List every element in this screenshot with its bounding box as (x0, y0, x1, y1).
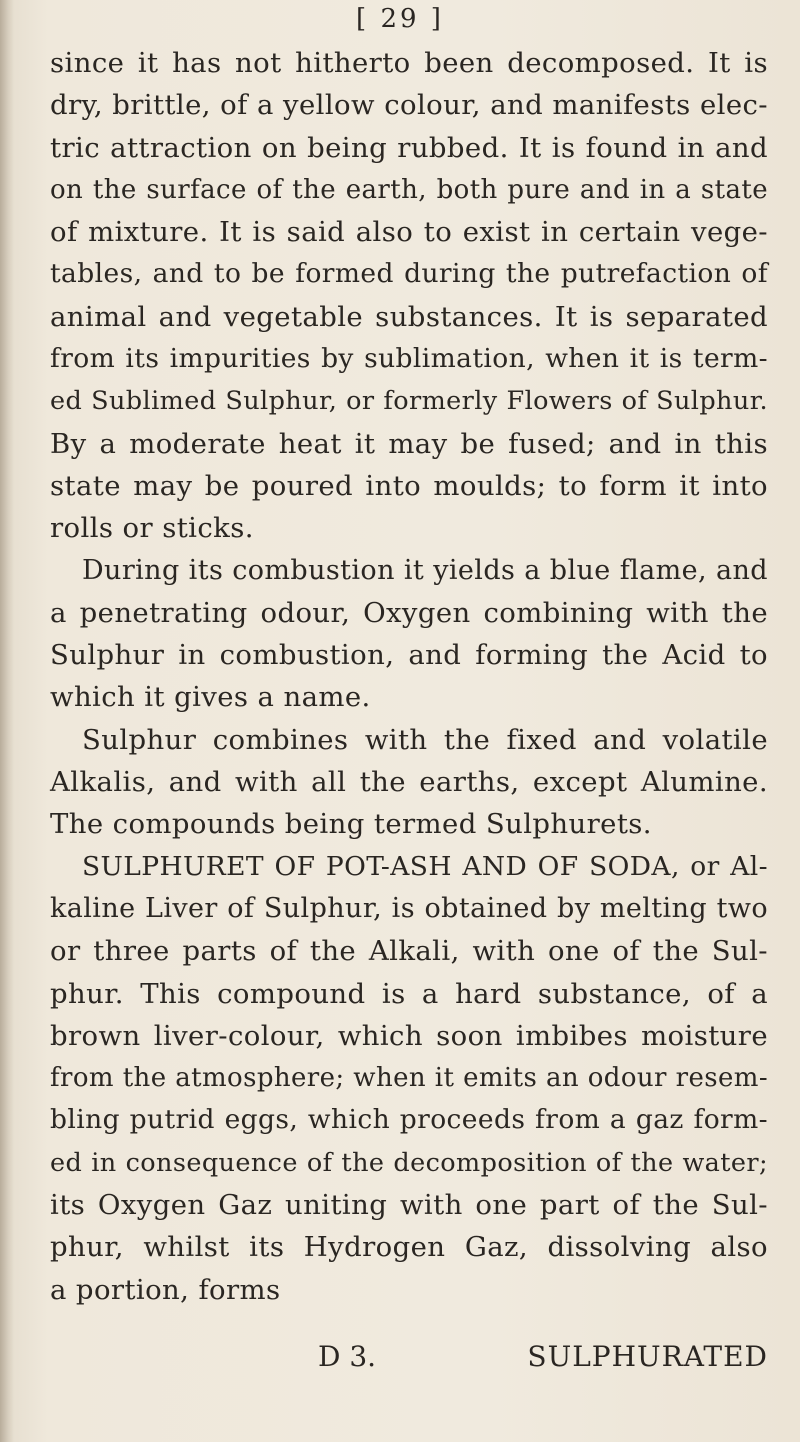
text-line: from its impurities by sublimation, when it is term- (50, 343, 768, 375)
page-gutter-shadow (0, 0, 14, 1442)
text-line: ed in consequence of the decomposition of the water; (50, 1147, 768, 1178)
text-line: kaline Liver of Sulphur, is obtained by melting two (50, 892, 768, 924)
text-line: dry, brittle, of a yellow colour, and manifests elec- (50, 89, 768, 122)
text-line: a portion, forms (50, 1273, 281, 1306)
signature-mark: D 3. (318, 1340, 377, 1373)
body-text (50, 42, 768, 1311)
text-line: tric attraction on being rubbed. It is found in and (50, 131, 768, 164)
text-line: phur. This compound is a hard substance, of a (50, 977, 768, 1010)
text-line: phur, whilst its Hydrogen Gaz, dissolving also (50, 1231, 768, 1264)
text-line: SULPHURET OF POT-ASH AND OF SODA, or Al- (82, 850, 768, 882)
text-line: By a moderate heat it may be fused; and in this (50, 427, 768, 460)
text-line: rolls or sticks. (50, 512, 254, 545)
text-line: of mixture. It is said also to exist in certain vege- (50, 216, 768, 249)
text-line: Alkalis, and with all the earths, except Alumine. (50, 766, 768, 799)
page-footer (0, 1340, 800, 1390)
text-line: on the surface of the earth, both pure and in a state (50, 174, 768, 205)
text-line: During its combustion it yields a blue flame, and (82, 554, 768, 586)
text-line: Sulphur in combustion, and forming the Acid to (50, 639, 768, 672)
text-line: since it has not hitherto been decomposed. It is (50, 47, 768, 79)
text-line: bling putrid eggs, which proceeds from a gaz form- (50, 1104, 768, 1136)
text-line: ed Sublimed Sulphur, or formerly Flowers of Sulphur. (50, 386, 768, 417)
text-line: which it gives a name. (50, 681, 371, 714)
text-line: state may be poured into moulds; to form it into (50, 469, 768, 502)
text-line: tables, and to be formed during the putrefaction of (50, 258, 768, 290)
text-line: from the atmosphere; when it emits an odour resem- (50, 1063, 768, 1094)
text-line: Sulphur combines with the fixed and volatile (82, 723, 768, 756)
text-line: a penetrating odour, Oxygen combining with the (50, 596, 768, 629)
text-line: animal and vegetable substances. It is separated (50, 300, 768, 333)
text-line: The compounds being termed Sulphurets. (50, 808, 652, 841)
text-line: or three parts of the Alkali, with one of the Sul- (50, 935, 768, 968)
text-line: brown liver-colour, which soon imbibes moisture (50, 1019, 768, 1052)
page-number: [ 29 ] (356, 4, 444, 34)
text-line: its Oxygen Gaz uniting with one part of the Sul- (50, 1189, 768, 1222)
catchword: SULPHURATED (527, 1340, 768, 1373)
